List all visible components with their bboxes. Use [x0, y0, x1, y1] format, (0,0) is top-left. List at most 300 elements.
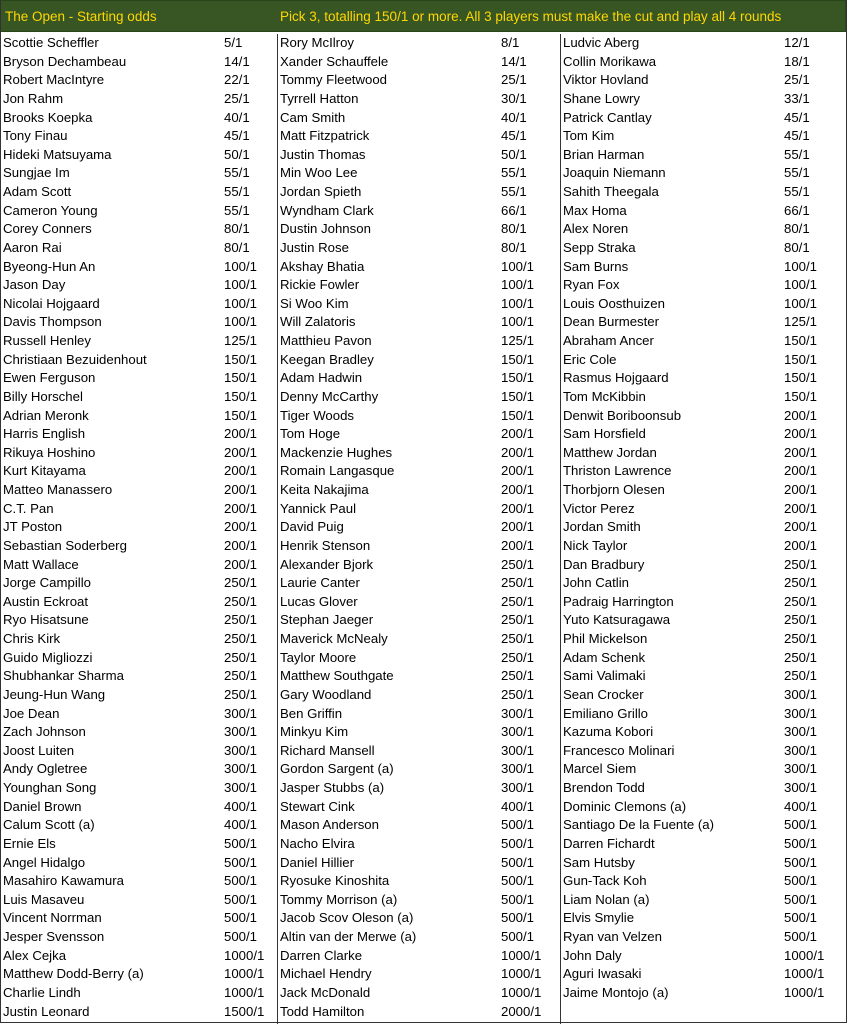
player-odds: 30/1 — [501, 90, 527, 106]
player-odds: 55/1 — [784, 165, 810, 181]
player-name: Harris English — [3, 426, 86, 442]
player-name: Matthieu Pavon — [280, 333, 372, 348]
player-row — [560, 258, 847, 277]
player-row — [560, 276, 847, 295]
player-row — [0, 109, 277, 128]
player-row — [0, 388, 277, 407]
player-row — [277, 500, 560, 519]
player-odds: 1000/1 — [784, 947, 825, 963]
player-odds: 100/1 — [501, 295, 535, 311]
player-name: Vincent Norrman — [3, 910, 102, 926]
player-row — [560, 462, 847, 481]
player-name: Tony Finau — [3, 128, 68, 144]
player-odds: 300/1 — [784, 724, 818, 740]
player-odds: 200/1 — [784, 537, 818, 553]
player-odds: 250/1 — [501, 668, 535, 684]
player-row — [0, 500, 277, 519]
player-row — [560, 407, 847, 426]
player-odds: 45/1 — [784, 128, 810, 144]
player-name: Scottie Scheffler — [3, 35, 99, 50]
player-odds: 150/1 — [224, 351, 258, 367]
player-name: Dean Burmester — [563, 314, 660, 330]
player-odds: 150/1 — [501, 388, 535, 404]
player-odds: 8/1 — [501, 35, 520, 50]
player-name: Daniel Brown — [3, 798, 82, 814]
player-name: Rikuya Hoshino — [3, 444, 96, 460]
player-odds: 100/1 — [784, 258, 818, 274]
player-name: Tiger Woods — [280, 407, 355, 423]
player-name: Keita Nakajima — [280, 482, 369, 497]
player-odds: 250/1 — [501, 593, 535, 609]
player-row — [560, 835, 847, 854]
player-row — [0, 220, 277, 239]
player-name: Guido Migliozzi — [3, 649, 93, 665]
player-row — [560, 34, 847, 53]
player-row — [0, 444, 277, 463]
player-name: Eric Cole — [563, 351, 617, 367]
player-row — [560, 351, 847, 370]
player-row — [560, 556, 847, 575]
player-row — [277, 630, 560, 649]
player-row — [277, 835, 560, 854]
player-name: Santiago De la Fuente (a) — [563, 817, 715, 833]
player-name: Darren Fichardt — [563, 835, 655, 851]
player-odds: 33/1 — [784, 90, 810, 106]
player-name: Sam Burns — [563, 258, 629, 274]
player-row — [560, 630, 847, 649]
player-odds: 80/1 — [224, 221, 250, 237]
player-row — [560, 649, 847, 668]
player-row — [560, 686, 847, 705]
player-odds: 300/1 — [784, 780, 818, 795]
player-odds: 300/1 — [784, 705, 818, 721]
player-name: Collin Morikawa — [563, 53, 657, 69]
player-row — [560, 816, 847, 835]
player-odds: 300/1 — [501, 705, 535, 721]
player-odds: 500/1 — [784, 929, 818, 944]
player-name: Patrick Cantlay — [563, 109, 652, 125]
column-3 — [560, 34, 847, 1003]
player-odds: 100/1 — [224, 295, 258, 311]
player-odds: 50/1 — [501, 146, 527, 162]
player-name: Ryo Hisatsune — [3, 612, 89, 628]
player-odds: 250/1 — [501, 575, 535, 591]
player-odds: 45/1 — [784, 109, 810, 125]
player-name: Rory McIlroy — [280, 35, 354, 50]
player-name: Adam Scott — [3, 184, 72, 199]
player-name: Russell Henley — [3, 333, 91, 348]
player-name: Aaron Rai — [3, 239, 62, 255]
player-name: Justin Leonard — [3, 1003, 90, 1019]
player-row — [277, 909, 560, 928]
player-row — [0, 649, 277, 668]
player-row — [0, 984, 277, 1003]
player-row — [560, 444, 847, 463]
player-name: Will Zalatoris — [280, 314, 356, 330]
player-odds: 100/1 — [784, 295, 818, 311]
player-odds: 250/1 — [224, 668, 258, 684]
player-odds: 1000/1 — [501, 984, 542, 1000]
player-name: Victor Perez — [563, 500, 635, 516]
player-odds: 400/1 — [784, 798, 818, 814]
player-odds: 200/1 — [224, 556, 258, 572]
player-row — [277, 388, 560, 407]
player-name: Mackenzie Hughes — [280, 444, 393, 460]
player-odds: 100/1 — [224, 314, 258, 330]
player-odds: 500/1 — [501, 817, 535, 833]
player-row — [277, 183, 560, 202]
player-row — [0, 258, 277, 277]
player-odds: 125/1 — [501, 333, 535, 348]
player-odds: 200/1 — [784, 519, 818, 535]
player-row — [0, 816, 277, 835]
player-name: Jack McDonald — [280, 984, 371, 1000]
player-name: Adrian Meronk — [3, 407, 89, 423]
player-odds: 80/1 — [224, 239, 250, 255]
player-row — [0, 686, 277, 705]
player-row — [560, 537, 847, 556]
player-row — [277, 872, 560, 891]
player-name: Denny McCarthy — [280, 388, 379, 404]
player-odds: 55/1 — [784, 146, 810, 162]
player-row — [277, 351, 560, 370]
player-row — [277, 1003, 560, 1022]
player-name: Sami Valimaki — [563, 668, 646, 684]
player-row — [0, 239, 277, 258]
player-row — [560, 854, 847, 873]
player-row — [277, 444, 560, 463]
player-odds: 150/1 — [784, 333, 818, 348]
player-odds: 100/1 — [224, 258, 258, 274]
player-name: Andy Ogletree — [3, 761, 88, 777]
player-odds: 500/1 — [224, 835, 258, 851]
player-odds: 14/1 — [501, 53, 527, 69]
player-row — [560, 146, 847, 165]
player-row — [560, 109, 847, 128]
player-row — [560, 742, 847, 761]
player-row — [560, 574, 847, 593]
player-row — [560, 891, 847, 910]
player-row — [560, 611, 847, 630]
player-odds: 150/1 — [784, 388, 818, 404]
player-name: Sebastian Soderberg — [3, 537, 127, 553]
player-odds: 300/1 — [501, 742, 535, 758]
player-odds: 500/1 — [501, 891, 535, 907]
player-name: Lucas Glover — [280, 593, 358, 609]
player-name: Joost Luiten — [3, 742, 75, 758]
player-odds: 100/1 — [501, 277, 535, 293]
player-odds: 250/1 — [224, 593, 258, 609]
player-row — [560, 90, 847, 109]
player-row — [277, 760, 560, 779]
player-odds: 1000/1 — [224, 984, 265, 1000]
player-row — [277, 518, 560, 537]
player-name: Tom Kim — [563, 128, 615, 144]
player-row — [0, 164, 277, 183]
player-odds: 200/1 — [784, 407, 818, 423]
player-odds: 200/1 — [224, 482, 258, 497]
player-name: Wyndham Clark — [280, 202, 374, 218]
player-row — [560, 369, 847, 388]
player-name: Matt Fitzpatrick — [280, 128, 370, 144]
player-name: Matt Wallace — [3, 556, 79, 572]
player-name: Adam Schenk — [563, 649, 646, 665]
player-odds: 25/1 — [501, 72, 527, 88]
player-row — [277, 220, 560, 239]
player-odds: 125/1 — [224, 333, 258, 348]
player-row — [277, 928, 560, 947]
player-row — [560, 798, 847, 817]
player-name: Christiaan Bezuidenhout — [3, 351, 147, 367]
player-row — [0, 556, 277, 575]
player-name: Darren Clarke — [280, 947, 363, 963]
player-row — [0, 909, 277, 928]
player-row — [560, 313, 847, 332]
player-name: Daniel Hillier — [280, 854, 355, 870]
player-row — [277, 407, 560, 426]
player-name: Ernie Els — [3, 835, 56, 851]
player-row — [277, 779, 560, 798]
player-name: Henrik Stenson — [280, 537, 371, 553]
player-name: Tommy Morrison (a) — [280, 891, 398, 907]
player-name: Altin van der Merwe (a) — [280, 929, 417, 944]
player-name: Emiliano Grillo — [563, 705, 649, 721]
player-name: Keegan Bradley — [280, 351, 374, 367]
player-odds: 250/1 — [784, 612, 818, 628]
player-row — [0, 742, 277, 761]
player-name: Brendon Todd — [563, 780, 645, 795]
player-row — [277, 686, 560, 705]
player-name: Abraham Ancer — [563, 333, 654, 348]
column-divider — [560, 34, 561, 1024]
player-name: Mason Anderson — [280, 817, 379, 833]
player-row — [0, 779, 277, 798]
player-row — [277, 425, 560, 444]
player-row — [277, 947, 560, 966]
player-odds: 250/1 — [784, 631, 818, 646]
player-row — [277, 965, 560, 984]
player-name: Louis Oosthuizen — [563, 295, 665, 311]
player-name: Liam Nolan (a) — [563, 891, 650, 907]
player-odds: 250/1 — [784, 593, 818, 609]
player-name: Rasmus Hojgaard — [563, 370, 669, 386]
player-name: Jordan Smith — [563, 519, 641, 535]
player-odds: 250/1 — [224, 612, 258, 628]
player-row — [277, 723, 560, 742]
player-odds: 200/1 — [784, 482, 818, 497]
player-name: Denwit Boriboonsub — [563, 407, 682, 423]
player-name: Bryson Dechambeau — [3, 53, 127, 69]
player-name: John Daly — [563, 947, 622, 963]
player-odds: 250/1 — [784, 575, 818, 591]
player-name: Elvis Smylie — [563, 910, 635, 926]
player-name: Byeong-Hun An — [3, 258, 96, 274]
player-odds: 100/1 — [784, 277, 818, 293]
player-name: Luis Masaveu — [3, 891, 85, 907]
player-row — [0, 295, 277, 314]
player-name: C.T. Pan — [3, 500, 54, 516]
player-name: Jon Rahm — [3, 90, 64, 106]
player-name: Cam Smith — [280, 109, 346, 125]
player-odds: 250/1 — [224, 686, 258, 702]
player-row — [277, 462, 560, 481]
player-name: Thorbjorn Olesen — [563, 482, 665, 497]
player-odds: 25/1 — [784, 72, 810, 88]
player-row — [0, 34, 277, 53]
player-row — [0, 183, 277, 202]
player-odds: 80/1 — [501, 221, 527, 237]
player-odds: 150/1 — [224, 407, 258, 423]
player-odds: 18/1 — [784, 53, 810, 69]
player-row — [560, 500, 847, 519]
player-row — [0, 481, 277, 500]
player-name: Richard Mansell — [280, 742, 375, 758]
player-name: Cameron Young — [3, 202, 98, 218]
player-row — [0, 891, 277, 910]
player-odds: 200/1 — [224, 426, 258, 442]
player-row — [0, 854, 277, 873]
player-name: Jason Day — [3, 277, 66, 293]
player-row — [0, 835, 277, 854]
player-name: Dustin Johnson — [280, 221, 371, 237]
player-name: Corey Conners — [3, 221, 92, 237]
player-row — [560, 965, 847, 984]
player-row — [277, 146, 560, 165]
player-name: Calum Scott (a) — [3, 817, 95, 833]
player-name: Ryan van Velzen — [563, 929, 662, 944]
player-odds: 150/1 — [501, 351, 535, 367]
player-name: Joaquin Niemann — [563, 165, 666, 181]
player-row — [0, 947, 277, 966]
player-name: Sean Crocker — [563, 686, 644, 702]
player-name: Tommy Fleetwood — [280, 72, 387, 88]
player-name: Dominic Clemons (a) — [563, 798, 687, 814]
player-name: Min Woo Lee — [280, 165, 358, 181]
player-name: Kurt Kitayama — [3, 463, 86, 479]
player-odds: 50/1 — [224, 146, 250, 162]
player-name: Francesco Molinari — [563, 742, 675, 758]
player-odds: 300/1 — [224, 724, 258, 740]
player-name: Hideki Matsuyama — [3, 146, 112, 162]
player-odds: 80/1 — [784, 239, 810, 255]
player-odds: 300/1 — [784, 761, 818, 777]
player-row — [0, 872, 277, 891]
player-row — [0, 127, 277, 146]
player-odds: 12/1 — [784, 35, 810, 50]
player-odds: 200/1 — [501, 519, 535, 535]
player-odds: 2000/1 — [501, 1003, 542, 1019]
player-row — [560, 71, 847, 90]
player-row — [0, 332, 277, 351]
player-row — [0, 965, 277, 984]
player-odds: 14/1 — [224, 53, 250, 69]
player-odds: 1000/1 — [224, 947, 265, 963]
player-odds: 500/1 — [784, 817, 818, 833]
player-odds: 400/1 — [224, 798, 258, 814]
player-odds: 500/1 — [501, 910, 535, 926]
player-name: Taylor Moore — [280, 649, 357, 665]
player-row — [560, 518, 847, 537]
player-odds: 300/1 — [224, 705, 258, 721]
player-name: Justin Rose — [280, 239, 349, 255]
player-name: Rickie Fowler — [280, 277, 360, 293]
player-odds: 22/1 — [224, 72, 250, 88]
player-name: Todd Hamilton — [280, 1003, 365, 1019]
player-row — [560, 53, 847, 72]
player-odds: 1000/1 — [501, 947, 542, 963]
player-row — [560, 909, 847, 928]
player-name: John Catlin — [563, 575, 629, 591]
player-name: Romain Langasque — [280, 463, 395, 479]
player-name: Thriston Lawrence — [563, 463, 672, 479]
player-row — [277, 891, 560, 910]
player-name: Akshay Bhatia — [280, 258, 365, 274]
player-odds: 100/1 — [501, 314, 535, 330]
player-odds: 200/1 — [784, 444, 818, 460]
player-odds: 300/1 — [224, 742, 258, 758]
player-row — [560, 481, 847, 500]
player-odds: 300/1 — [224, 761, 258, 777]
player-name: Brooks Koepka — [3, 109, 93, 125]
player-odds: 250/1 — [224, 575, 258, 591]
player-row — [277, 332, 560, 351]
player-odds: 250/1 — [784, 668, 818, 684]
column-1 — [0, 34, 277, 1021]
player-name: Nicolai Hojgaard — [3, 295, 100, 311]
player-name: Tyrrell Hatton — [280, 90, 359, 106]
player-odds: 200/1 — [224, 500, 258, 516]
player-row — [0, 369, 277, 388]
player-row — [560, 425, 847, 444]
player-name: Nacho Elvira — [280, 835, 355, 851]
player-odds: 250/1 — [224, 631, 258, 646]
player-row — [277, 71, 560, 90]
player-name: Ben Griffin — [280, 705, 343, 721]
player-odds: 200/1 — [784, 463, 818, 479]
player-row — [560, 127, 847, 146]
player-name: Yannick Paul — [280, 500, 356, 516]
player-name: Jacob Scov Oleson (a) — [280, 910, 414, 926]
player-row — [277, 239, 560, 258]
player-row — [560, 872, 847, 891]
player-odds: 250/1 — [501, 686, 535, 702]
player-row — [0, 798, 277, 817]
player-odds: 100/1 — [224, 277, 258, 293]
player-row — [560, 332, 847, 351]
player-row — [0, 723, 277, 742]
player-odds: 1000/1 — [784, 966, 825, 982]
player-name: Max Homa — [563, 202, 627, 218]
player-row — [277, 611, 560, 630]
player-row — [0, 537, 277, 556]
player-name: Si Woo Kim — [280, 295, 349, 311]
player-odds: 200/1 — [224, 444, 258, 460]
player-odds: 250/1 — [224, 649, 258, 665]
player-row — [0, 313, 277, 332]
player-name: Sam Hutsby — [563, 854, 635, 870]
sheet-title: The Open - Starting odds — [5, 9, 157, 24]
player-name: David Puig — [280, 519, 344, 535]
player-odds: 250/1 — [501, 612, 535, 628]
player-name: Davis Thompson — [3, 314, 102, 330]
player-odds: 200/1 — [501, 500, 535, 516]
player-odds: 55/1 — [784, 184, 810, 199]
player-name: Tom McKibbin — [563, 388, 646, 404]
player-row — [277, 90, 560, 109]
player-odds: 150/1 — [224, 388, 258, 404]
player-name: Charlie Lindh — [3, 984, 81, 1000]
player-row — [277, 854, 560, 873]
